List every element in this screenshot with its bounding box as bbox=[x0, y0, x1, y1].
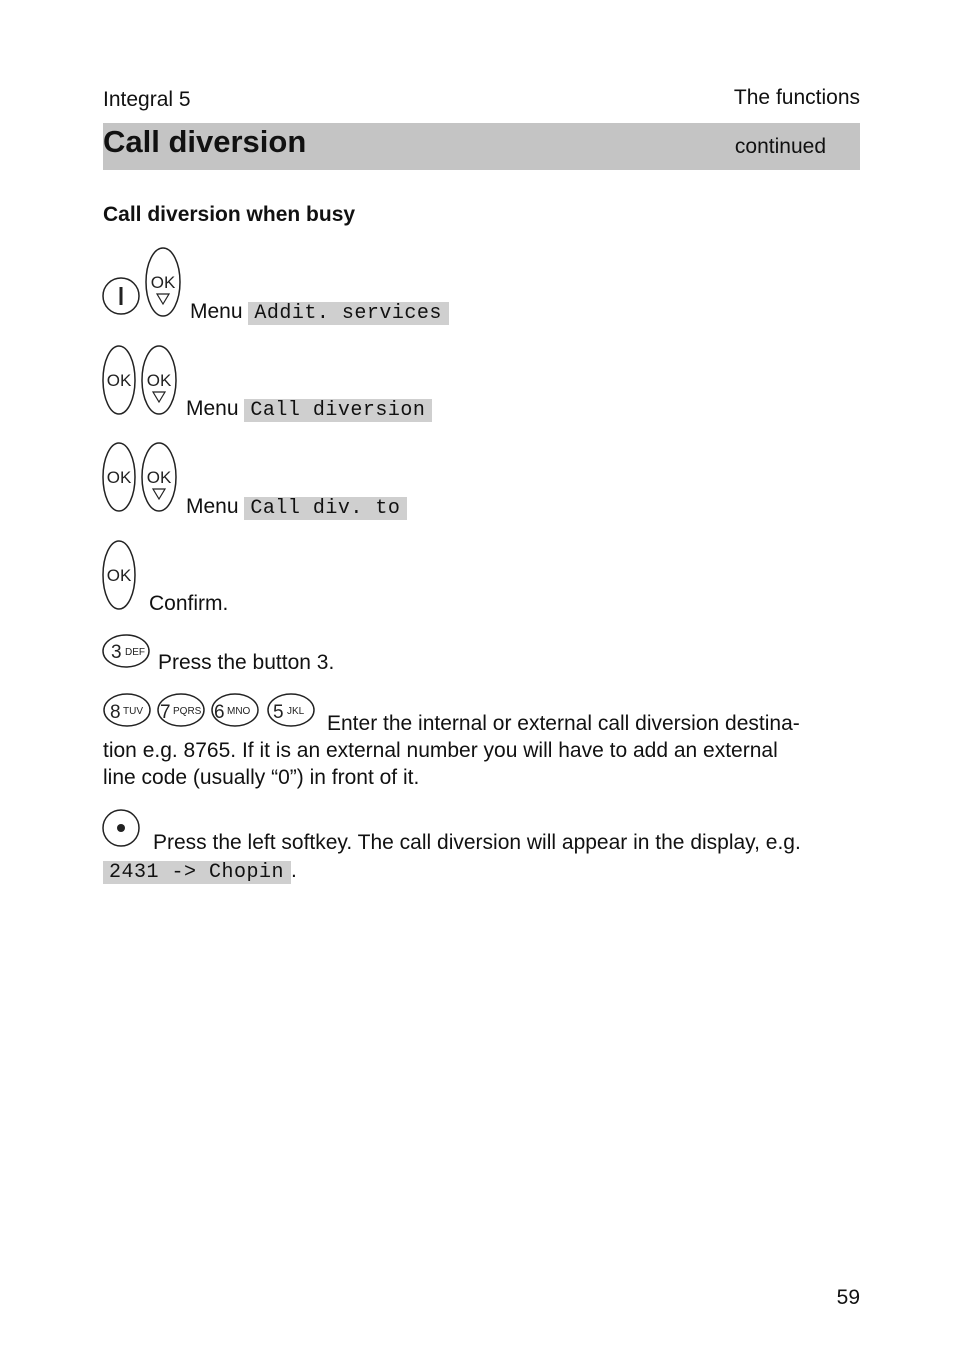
ok-label: OK bbox=[150, 273, 176, 292]
left-softkey-icon bbox=[102, 808, 144, 850]
display-text: 2431 -> Chopin bbox=[103, 861, 291, 884]
svg-text:PQRS: PQRS bbox=[173, 706, 202, 717]
ok-label: OK bbox=[106, 371, 132, 390]
svg-text:MNO: MNO bbox=[227, 706, 251, 717]
svg-text:TUV: TUV bbox=[123, 706, 143, 717]
step-enter-destination-line1: Enter the internal or external call diversion destina- bbox=[327, 712, 800, 735]
ok-label: OK bbox=[106, 468, 132, 487]
key-3-icon bbox=[102, 634, 154, 670]
display-text: Call diversion bbox=[244, 399, 432, 422]
ok-ok-down-icon bbox=[102, 344, 182, 418]
step-enter-destination-line3: line code (usually “0”) in front of it. bbox=[103, 766, 420, 789]
step-menu-addit: Menu Addit. services bbox=[190, 298, 449, 327]
step-press-3: Press the button 3. bbox=[158, 651, 335, 674]
ok-label: OK bbox=[106, 566, 132, 585]
display-text: Addit. services bbox=[248, 302, 449, 325]
ok-label: OK bbox=[146, 468, 172, 487]
title-continued: continued bbox=[734, 135, 826, 158]
step-menu-call-div-to: Menu Call div. to bbox=[186, 493, 407, 522]
step-example-display: 2431 -> Chopin . bbox=[103, 857, 297, 886]
key-6-icon bbox=[212, 694, 258, 726]
step-left-softkey: Press the left softkey. The call diversion will appear in the display, e.g. bbox=[153, 831, 801, 854]
chapter-name: The functions bbox=[733, 86, 860, 109]
ok-key-icon bbox=[102, 539, 140, 613]
page-title: Call diversion bbox=[103, 124, 307, 159]
step-menu-call-diversion: Menu Call diversion bbox=[186, 395, 432, 424]
svg-text:7: 7 bbox=[160, 702, 171, 723]
page-number: 59 bbox=[836, 1286, 860, 1309]
display-text: Call div. to bbox=[244, 497, 407, 520]
svg-text:3: 3 bbox=[111, 642, 122, 663]
key-8-icon bbox=[104, 694, 150, 726]
svg-text:5: 5 bbox=[273, 702, 284, 723]
ok-ok-down-icon bbox=[102, 441, 182, 515]
manual-name: Integral 5 bbox=[103, 88, 191, 111]
step-enter-destination-line2: tion e.g. 8765. If it is an external number you will have to add an external bbox=[103, 739, 778, 762]
keys-8765-icon bbox=[102, 692, 318, 730]
ok-label: OK bbox=[146, 371, 172, 390]
svg-text:6: 6 bbox=[214, 702, 225, 723]
svg-text:DEF: DEF bbox=[125, 647, 145, 658]
section-heading: Call diversion when busy bbox=[103, 203, 356, 226]
phone-and-ok-down-icon bbox=[102, 246, 184, 320]
svg-text:JKL: JKL bbox=[287, 706, 305, 717]
key-5-icon bbox=[268, 694, 314, 726]
key-7-icon bbox=[158, 694, 204, 726]
step-confirm: Confirm. bbox=[149, 592, 229, 615]
svg-text:8: 8 bbox=[110, 702, 121, 723]
